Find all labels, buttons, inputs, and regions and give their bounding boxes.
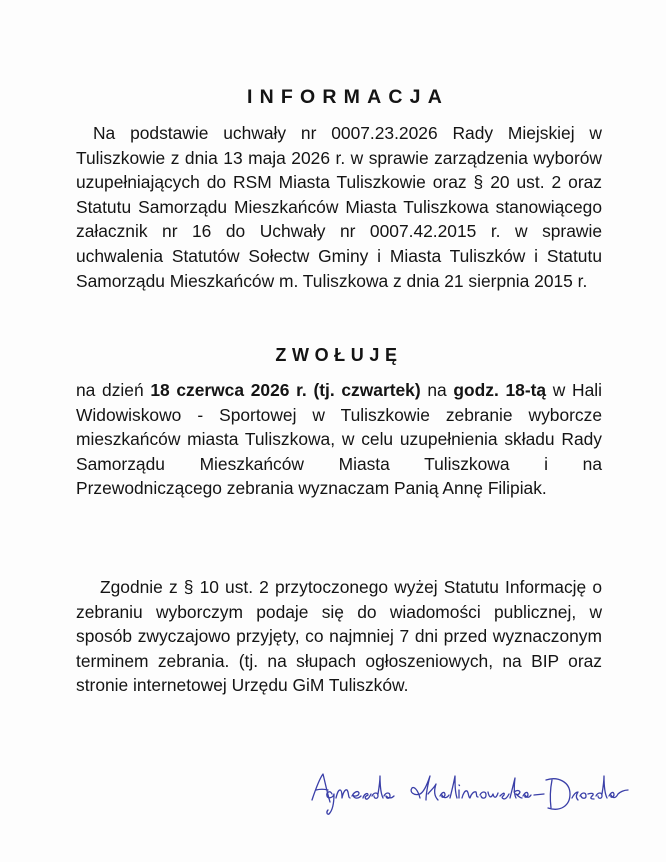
intro-paragraph: Na podstawie uchwały nr 0007.23.2026 Rady Miejskiej w Tuliszkowie z dnia 13 maja 2026 r. w sprawie zarządzenia wyborów uzupełniających do RSM Miasta Tuliszkowie oraz § 20 ust. 2 oraz Statutu Samorządu Mieszkańców Miasta Tuliszkowa stanowiącego załacznik nr 16 do Uchwały nr 0007.42.2015 r. w sprawie uchwalenia Statutów Sołectw Gminy i Miasta Tuliszków i Statutu Samorządu Mieszkańców m. Tuliszkowa z dnia 21 sierpnia 2015 r. [76,123,602,291]
signature-drawing [308,768,638,828]
handwritten-signature [308,768,638,828]
convene-rest: w Hali Widowiskowo - Sportowej w Tuliszkowie zebranie wyborcze mieszkańców miasta Tuliszkowa, w celu uzupełnienia składu Rady Samorządu Mieszkańców Miasta Tuliszkowa i na Przewodniczącego zebrania wyznaczam Panią Annę Filipiak. [76,380,603,499]
convene-paragraph [76,378,602,501]
meeting-date: 18 czerwca 2026 r. (tj. czwartek) [150,380,421,400]
notice-paragraph: Zgodnie z § 10 ust. 2 przytoczonego wyżej Statutu Informację o zebraniu wyborczym podaje się do wiadomości publicznej, w sposób zwyczajowo przyjęty, co najmniej 7 dni przed wyznaczonym terminem zebrania. (tj. na słupach ogłoszeniowych, na BIP oraz stronie internetowej Urzędu GiM Tuliszków. [76,577,602,696]
convene-prefix: na dzień [76,380,151,400]
document-title: INFORMACJA [247,86,449,108]
convene-middle: na [420,380,454,400]
meeting-time: godz. 18-tą [453,380,547,400]
convene-heading: ZWOŁUJĘ [275,345,403,365]
